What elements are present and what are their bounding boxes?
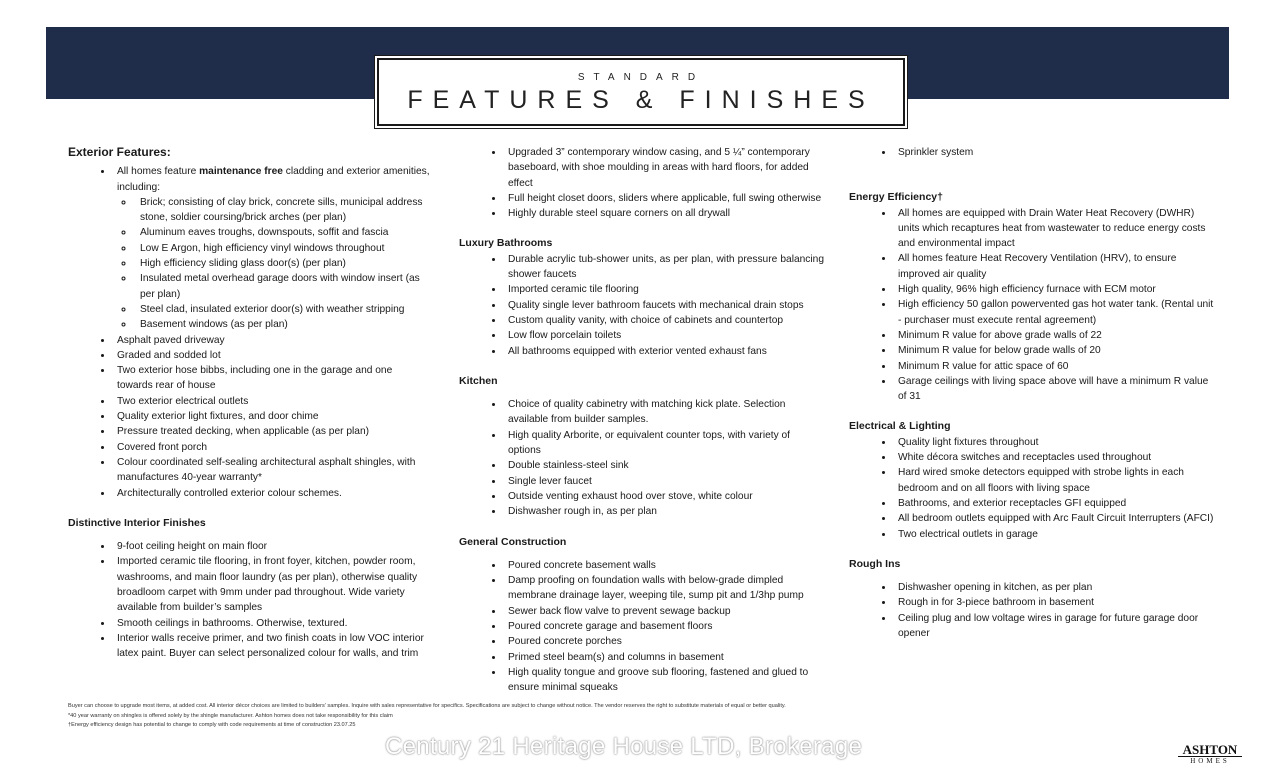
list-item: • Two electrical outlets in garage bbox=[894, 527, 1215, 542]
interior-title: Distinctive Interior Finishes bbox=[68, 516, 206, 529]
bathrooms-items bbox=[459, 252, 824, 359]
list-item: • Poured concrete garage and basement floors bbox=[504, 619, 824, 634]
list-item: ◦ Aluminum eaves troughs, downspouts, soffit and fascia bbox=[134, 225, 430, 240]
construction-items bbox=[459, 558, 824, 696]
list-item: • Interior walls receive primer, and two finish coats in low VOC interior latex paint. Buyer can select personalized colour for walls, and trim bbox=[113, 631, 430, 662]
list-item: • Double stainless-steel sink bbox=[504, 458, 824, 473]
list-item: • Quality single lever bathroom faucets with mechanical drain stops bbox=[504, 298, 824, 313]
list-item: • Pressure treated decking, when applicable (as per plan) bbox=[113, 424, 430, 439]
list-item: • Low flow porcelain toilets bbox=[504, 328, 824, 343]
list-item: • High quality, 96% high efficiency furnace with ECM motor bbox=[894, 282, 1215, 297]
list-item: • Highly durable steel square corners on all drywall bbox=[504, 206, 824, 221]
energy-items bbox=[849, 206, 1215, 405]
footnote: †Energy efficiency design has potential to change to comply with code requirements at time of construction 23.07.25 bbox=[68, 722, 356, 728]
list-item: • Minimum R value for attic space of 60 bbox=[894, 359, 1215, 374]
title-box bbox=[377, 58, 905, 126]
list-item: • Primed steel beam(s) and columns in basement bbox=[504, 650, 824, 665]
footnote: Buyer can choose to upgrade most items, at added cost. All interior décor choices are limited to builders’ samples. Inquire with sales representative for specifics. Specifications are subject to change without notice. The vendor reserves the right to substitute materials of equal or better quality. bbox=[68, 703, 786, 709]
exterior-items bbox=[68, 333, 430, 501]
construction-title: General Construction bbox=[459, 535, 567, 548]
list-item: • Covered front porch bbox=[113, 440, 430, 455]
list-item: ◦ Brick; consisting of clay brick, concrete sills, municipal address stone, soldier coursing/brick arches (per plan) bbox=[134, 195, 430, 226]
list-item: • Colour coordinated self-sealing architectural asphalt shingles, with manufactures 40-year warranty* bbox=[113, 455, 430, 486]
list-item: • All bathrooms equipped with exterior vented exhaust fans bbox=[504, 344, 824, 359]
roughins-items bbox=[849, 580, 1215, 641]
list-item: • Imported ceramic tile flooring bbox=[504, 282, 824, 297]
interior-items bbox=[68, 539, 430, 661]
list-item: ◦ Steel clad, insulated exterior door(s) with weather stripping bbox=[134, 302, 430, 317]
interior-cont-items bbox=[459, 145, 824, 221]
page-title: FEATURES & FINISHES bbox=[407, 86, 875, 114]
list-item: • Smooth ceilings in bathrooms. Otherwise, textured. bbox=[113, 616, 430, 631]
list-item: • Sewer back flow valve to prevent sewage backup bbox=[504, 604, 824, 619]
ashton-homes-logo bbox=[1178, 744, 1242, 766]
list-item: • Outside venting exhaust hood over stove, white colour bbox=[504, 489, 824, 504]
exterior-intro-pre: All homes feature bbox=[117, 166, 200, 178]
exterior-title: Exterior Features: bbox=[68, 145, 171, 159]
list-item: • Quality exterior light fixtures, and door chime bbox=[113, 409, 430, 424]
list-item: • Asphalt paved driveway bbox=[113, 333, 430, 348]
exterior-intro-bold: maintenance free bbox=[199, 166, 283, 178]
column-left bbox=[68, 145, 430, 662]
list-item: • Garage ceilings with living space above will have a minimum R value of 31 bbox=[894, 374, 1215, 405]
list-item: • High quality tongue and groove sub flooring, fastened and glued to ensure minimal squeaks bbox=[504, 665, 824, 696]
list-item: • All homes feature Heat Recovery Ventilation (HRV), to ensure improved air quality bbox=[894, 251, 1215, 282]
list-item: • Two exterior electrical outlets bbox=[113, 394, 430, 409]
bathrooms-title: Luxury Bathrooms bbox=[459, 237, 553, 250]
list-item: • Choice of quality cabinetry with matching kick plate. Selection available from builder samples. bbox=[504, 397, 824, 428]
list-item: • Minimum R value for above grade walls of 22 bbox=[894, 328, 1215, 343]
list-item: ◦ Insulated metal overhead garage doors with window insert (as per plan) bbox=[134, 271, 430, 302]
list-item: • Minimum R value for below grade walls of 20 bbox=[894, 343, 1215, 358]
sprinkler-items bbox=[849, 145, 1215, 160]
exterior-sublist bbox=[117, 195, 430, 333]
roughins-title: Rough Ins bbox=[849, 557, 901, 570]
list-item: • Poured concrete basement walls bbox=[504, 558, 824, 573]
list-item: • Dishwasher opening in kitchen, as per plan bbox=[894, 580, 1215, 595]
footnotes bbox=[68, 702, 786, 731]
list-item: • High quality Arborite, or equivalent counter tops, with variety of options bbox=[504, 428, 824, 459]
list-item: • All homes are equipped with Drain Water Heat Recovery (DWHR) units which recaptures heat from wastewater to reduce energy costs and environmental impact bbox=[894, 206, 1215, 252]
list-item: • Imported ceramic tile flooring, in front foyer, kitchen, powder room, washrooms, and main floor laundry (as per plan), otherwise quality broadloom carpet with 9mm under pad throughout. Wide variety available from builder’s samples bbox=[113, 554, 430, 615]
list-item: • High efficiency 50 gallon powervented gas hot water tank. (Rental unit - purchaser must execute rental agreement) bbox=[894, 297, 1215, 328]
list-item: • Single lever faucet bbox=[504, 474, 824, 489]
list-item: • White décora switches and receptacles used throughout bbox=[894, 450, 1215, 465]
list-item: • All bedroom outlets equipped with Arc Fault Circuit Interrupters (AFCI) bbox=[894, 511, 1215, 526]
list-item: • Damp proofing on foundation walls with below-grade dimpled membrane drainage layer, weeping tile, sump pit and 1/3hp pump bbox=[504, 573, 824, 604]
list-item: • Poured concrete porches bbox=[504, 634, 824, 649]
column-right bbox=[849, 145, 1215, 641]
list-item: • Graded and sodded lot bbox=[113, 348, 430, 363]
title-small: STANDARD bbox=[577, 72, 705, 83]
list-item: • Upgraded 3” contemporary window casing, and 5 ¼” contemporary baseboard, with shoe moulding in areas with hard floors, for added effect bbox=[504, 145, 824, 191]
list-item: • Dishwasher rough in, as per plan bbox=[504, 504, 824, 519]
list-item: • Rough in for 3-piece bathroom in basement bbox=[894, 595, 1215, 610]
list-item: • Bathrooms, and exterior receptacles GFI equipped bbox=[894, 496, 1215, 511]
exterior-intro-post: cladding and exterior amenities, including: bbox=[117, 166, 430, 193]
list-item: • Hard wired smoke detectors equipped with strobe lights in each bedroom and on all floors with living space bbox=[894, 465, 1215, 496]
list-item: • Full height closet doors, sliders where applicable, full swing otherwise bbox=[504, 191, 824, 206]
exterior-intro bbox=[113, 164, 430, 332]
energy-title: Energy Efficiency† bbox=[849, 191, 943, 204]
logo-line1: ASHTON bbox=[1178, 744, 1242, 757]
list-item: ◦ Low E Argon, high efficiency vinyl windows throughout bbox=[134, 241, 430, 256]
watermark-text: Century 21 Heritage House LTD, Brokerage bbox=[385, 733, 863, 760]
list-item: • 9-foot ceiling height on main floor bbox=[113, 539, 430, 554]
list-item: ◦ High efficiency sliding glass door(s) (per plan) bbox=[134, 256, 430, 271]
exterior-list bbox=[68, 164, 430, 332]
logo-line2: HOMES bbox=[1190, 757, 1230, 765]
list-item: • Quality light fixtures throughout bbox=[894, 435, 1215, 450]
list-item: • Sprinkler system bbox=[894, 145, 1215, 160]
footnote: *40 year warranty on shingles is offered solely by the shingle manufacturer. Ashton homes does not take responsibility for this claim bbox=[68, 712, 393, 719]
electrical-title: Electrical & Lighting bbox=[849, 420, 951, 433]
list-item: • Architecturally controlled exterior colour schemes. bbox=[113, 486, 430, 501]
list-item: • Two exterior hose bibbs, including one in the garage and one towards rear of house bbox=[113, 363, 430, 394]
list-item: • Ceiling plug and low voltage wires in garage for future garage door opener bbox=[894, 611, 1215, 642]
electrical-items bbox=[849, 435, 1215, 542]
kitchen-title: Kitchen bbox=[459, 374, 498, 387]
list-item: • Custom quality vanity, with choice of cabinets and countertop bbox=[504, 313, 824, 328]
list-item: • Durable acrylic tub-shower units, as per plan, with pressure balancing shower faucets bbox=[504, 252, 824, 283]
column-middle bbox=[459, 145, 824, 696]
list-item: ◦ Basement windows (as per plan) bbox=[134, 317, 430, 332]
kitchen-items bbox=[459, 397, 824, 519]
